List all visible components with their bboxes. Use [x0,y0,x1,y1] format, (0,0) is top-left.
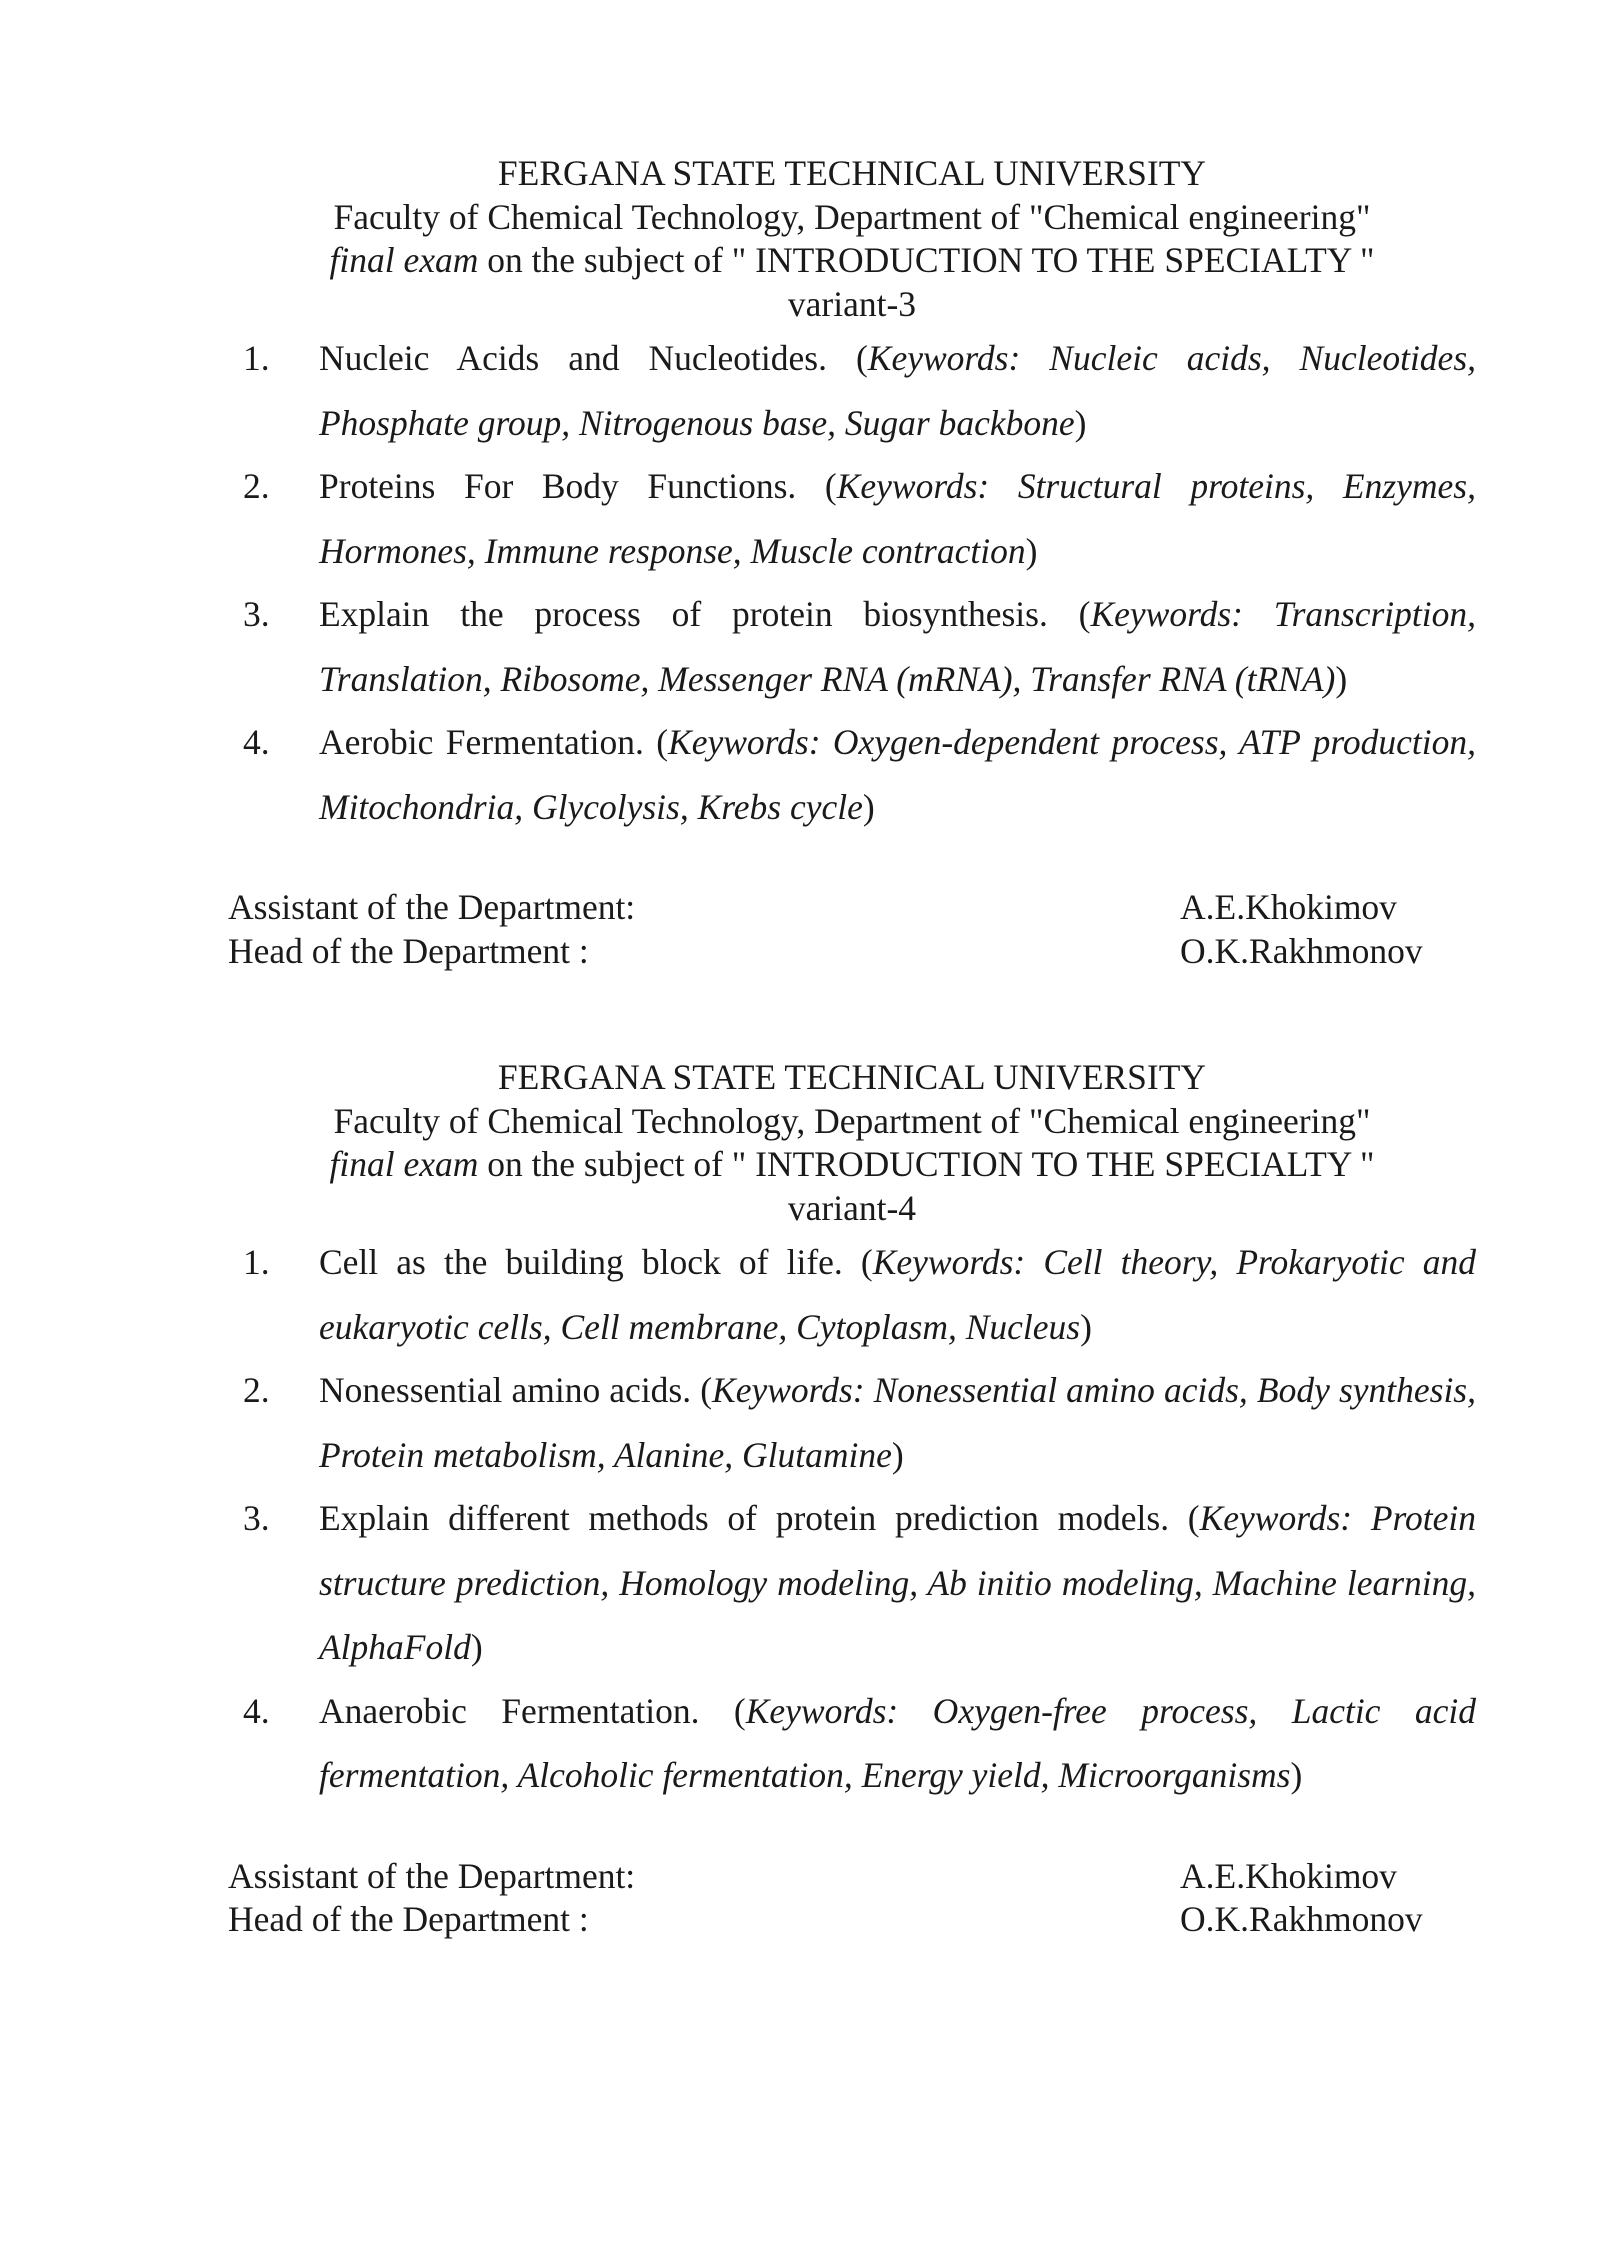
question-text: Proteins For Body Functions. ( [319,466,837,506]
faculty-line: Faculty of Chemical Technology, Department of "Chemical engineering" [333,1100,1371,1141]
question-close: ) [862,786,875,827]
question-text: Cell as the building block of life. ( [319,1242,873,1282]
variant-label: variant-4 [787,1187,917,1228]
signature-block [228,886,1476,973]
question-number: 1. [243,1242,270,1282]
question-close: ) [891,1434,904,1475]
question-close: ) [1080,1306,1092,1347]
subject-text: on the subject of " INTRODUCTION TO THE SPECIALTY " [478,1144,1375,1184]
question-list [228,1230,1476,1808]
signature-name: A.E.Khokimov [1180,887,1397,927]
signature-name: A.E.Khokimov [1180,1855,1397,1896]
exam-type: final exam [329,1144,479,1184]
question-item [228,1679,1476,1808]
exam-subject-line [228,1143,1476,1187]
signature-role: Assistant of the Department: [228,887,636,927]
question-keywords: Keywords: Nonessential amino acids, Body synthesis, Protein metabolism, Alanine, Glutamine [319,1370,1477,1475]
question-number: 3. [243,594,270,634]
exam-document [228,152,1476,1942]
question-keywords: Keywords: Protein structure prediction, Homology modeling, Ab initio modeling, Machine learning, AlphaFold [319,1498,1476,1667]
university-name: FERGANA STATE TECHNICAL UNIVERSITY [497,1057,1207,1097]
question-text: Anaerobic Fermentation. ( [319,1690,746,1731]
question-keywords: Keywords: Oxygen-free process, Lactic acid fermentation, Alcoholic fermentation, Energy yield, Microorganisms [319,1690,1477,1795]
question-number: 1. [243,338,270,378]
question-keywords: Keywords: Nucleic acids, Nucleotides, Phosphate group, Nitrogenous base, Sugar backbone [319,338,1477,443]
question-list [228,326,1476,839]
question-keywords: Keywords: Transcription, Translation, Ribosome, Messenger RNA (mRNA), Transfer RNA (tRNA) [319,594,1476,699]
question-item [228,1486,1476,1680]
question-number: 4. [243,1690,270,1731]
exam-type: final exam [329,240,479,280]
question-close: ) [1290,1755,1303,1795]
question-text: Explain the process of protein biosynthesis. ( [319,594,1091,634]
question-text: Aerobic Fermentation. ( [319,722,669,762]
question-close: ) [1335,658,1348,699]
question-text: Explain different methods of protein prediction models. ( [319,1498,1200,1538]
signature-row-head [228,930,1476,974]
question-item [228,582,1476,711]
signature-name: O.K.Rakhmonov [1180,930,1423,971]
exam-subject-line [228,239,1476,283]
question-item [228,454,1476,583]
question-keywords: Keywords: Oxygen-dependent process, ATP production, Mitochondria, Glycolysis, Krebs cycle [319,722,1476,827]
subject-text: on the subject of " INTRODUCTION TO THE SPECIALTY " [478,240,1375,280]
question-close: ) [1025,530,1038,571]
exam-variant-3 [228,152,1476,973]
university-name: FERGANA STATE TECHNICAL UNIVERSITY [497,153,1207,193]
signature-row-head [228,1898,1476,1942]
signature-row-assistant [228,886,1476,930]
question-item [228,710,1476,839]
question-text: Nonessential amino acids. ( [319,1370,713,1410]
question-keywords: Keywords: Structural proteins, Enzymes, Hormones, Immune response, Muscle contraction [319,466,1476,571]
variant-label: variant-3 [787,283,917,324]
signature-role: Head of the Department : [228,1899,589,1939]
signature-role: Head of the Department : [228,930,589,971]
question-item [228,1358,1476,1487]
exam-variant-4 [228,1056,1476,1942]
signature-block [228,1855,1476,1942]
question-number: 2. [243,1370,270,1410]
question-number: 2. [243,466,270,506]
question-item [228,326,1476,455]
signature-row-assistant [228,1855,1476,1899]
question-keywords: Keywords: Cell theory, Prokaryotic and eukaryotic cells, Cell membrane, Cytoplasm, Nucleus [319,1242,1476,1347]
question-item [228,1230,1476,1359]
faculty-line: Faculty of Chemical Technology, Department of "Chemical engineering" [333,196,1371,237]
signature-name: O.K.Rakhmonov [1180,1899,1423,1939]
signature-role: Assistant of the Department: [228,1855,636,1896]
question-close: ) [1074,402,1087,443]
question-text: Nucleic Acids and Nucleotides. ( [319,338,868,378]
question-number: 4. [243,722,270,762]
question-number: 3. [243,1498,270,1538]
question-close: ) [470,1627,483,1667]
